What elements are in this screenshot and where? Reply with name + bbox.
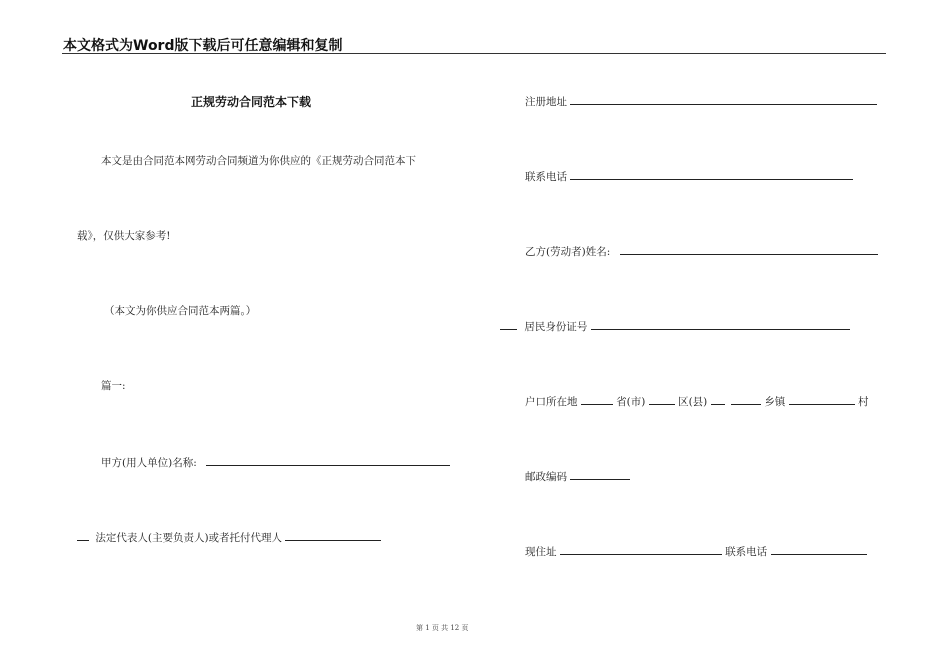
party-b-row (525, 243, 878, 259)
legal-rep-row (77, 529, 381, 545)
intro-line-2: 载》，仅供大家参考! (77, 230, 171, 242)
intro-line-1: 本文是由合同范本网劳动合同频道为你供应的《正规劳动合同范本下 (101, 155, 416, 167)
postcode-blank (570, 468, 630, 480)
reg-address-label: 注册地址 (525, 96, 567, 108)
village-label: 村 (858, 396, 869, 408)
page-number: 第 1 页 共 12 页 (416, 624, 469, 632)
section-heading: 篇一: (101, 380, 126, 392)
phone2-blank (771, 543, 867, 555)
current-address-row (525, 543, 867, 559)
party-a-label: 甲方(用人单位)名称: (101, 457, 197, 469)
current-address-blank (560, 543, 722, 555)
id-blank-prefix (500, 318, 517, 330)
document-title: 正规劳动合同范本下载 (191, 95, 312, 109)
id-row (500, 318, 850, 334)
party-b-blank (620, 243, 878, 255)
postcode-label: 邮政编码 (525, 471, 567, 483)
village-blank (789, 393, 855, 405)
phone2-label: 联系电话 (725, 546, 768, 558)
reg-address-blank (570, 93, 877, 105)
hukou-row (525, 393, 869, 409)
phone-label: 联系电话 (525, 171, 567, 183)
note-line: （本文为你供应合同范本两篇。） (104, 305, 257, 317)
header-divider (62, 53, 886, 54)
current-address-label: 现住址 (525, 546, 557, 558)
phone-blank (570, 168, 853, 180)
party-a-row (101, 454, 450, 470)
legal-rep-blank-prefix (77, 529, 89, 541)
legal-rep-blank (285, 529, 381, 541)
party-a-blank (206, 454, 450, 466)
party-b-label: 乙方(劳动者)姓名: (525, 246, 611, 258)
id-blank (591, 318, 850, 330)
postcode-row (525, 468, 630, 484)
province-blank (581, 393, 613, 405)
district-label: 区(县) (678, 396, 708, 408)
town-label: 乡镇 (764, 396, 786, 408)
district-blank (649, 393, 675, 405)
district-blank-2 (711, 393, 725, 405)
province-label: 省(市) (616, 396, 646, 408)
hukou-label: 户口所在地 (525, 396, 578, 408)
page-header-title: 本文格式为Word版下载后可任意编辑和复制 (63, 38, 343, 54)
id-label: 居民身份证号 (524, 321, 588, 333)
legal-rep-label: 法定代表人(主要负责人)或者托付代理人 (95, 532, 283, 544)
town-blank (731, 393, 761, 405)
reg-address-row (525, 93, 877, 109)
phone-row (525, 168, 853, 184)
